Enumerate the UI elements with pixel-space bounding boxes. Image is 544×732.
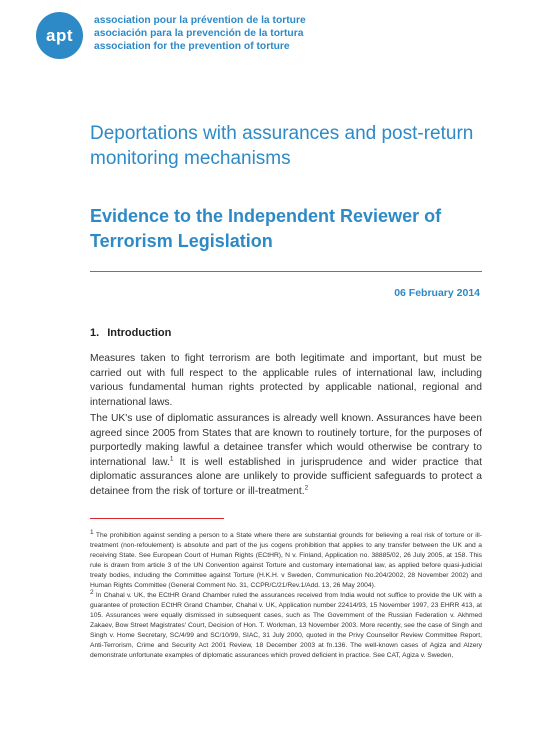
paragraph-2-text-b: It is well established in jurisprudence and wider practice that diplomatic assurances alone are unlikely to provide sufficient safeguards to protect a detainee from the risk of torture or ill-treatment. [90,456,482,497]
paragraph-2-text-a: The UK's use of diplomatic assurances is already well known. Assurances have been agreed since 2005 from States that are known to routinely torture, for the purposes of purportedly making lawful a detainee transfer which would otherwise be contrary to international law. [90,413,482,468]
footnote-2 [90,588,482,661]
document-subtitle: Evidence to the Independent Reviewer of Terrorism Legislation [90,206,442,251]
paragraph-1: Measures taken to fight terrorism are both legitimate and important, but must be carried out with full respect to the applicable rules of international law, including various fundamental human rights protected by applicable national, regional and international laws. [90,353,482,408]
footnote-ref-2[interactable]: 2 [304,484,309,492]
title-divider [90,271,482,272]
footnotes [90,528,482,661]
section-heading [90,327,171,339]
footnote-ref-1[interactable]: 1 [169,455,174,463]
footnote-number: 1 [90,528,94,536]
org-name-french: association pour la prévention de la torture [94,15,306,26]
section-title: Introduction [107,327,172,339]
footnote-1 [90,528,482,591]
org-name-english: association for the prevention of torture [94,41,290,52]
org-name-spanish: asociación para la prevención de la tortura [94,28,304,39]
document-date: 06 February 2014 [394,287,480,299]
paragraph-2 [90,412,482,499]
document-title: Deportations with assurances and post-return monitoring mechanisms [90,123,474,169]
footnote-separator [90,518,224,519]
footnote-number: 2 [90,588,94,596]
logo-text: apt [46,25,73,45]
organization-names [94,14,306,53]
footnote-text: The prohibition against sending a person to a State where there are substantial grounds for believing a real risk of torture or ill-treatment (non-refoulement) is absolute and part of the jus cogens prohibition that applies to any transfer between the UK and a receiving State. See European Court of Human Rights (ECtHR), N v. Finland, Application no. 38885/02, 26 July 2005, at 158. This rule is drawn from article 3 of the UN Convention against Torture and customary international law, as applied before quasi-judicial treaty bodies, including the Committee against Torture (H.K.H. v Sweden, Communication No.204/2002, 28 November 2002) and Human Rights Committee (General Comment No. 31, CCPR/C/21/Rev.1/Add. 13, 26 May 2004). [90,532,482,589]
footnote-text: In Chahal v. UK, the ECtHR Grand Chamber ruled the assurances received from India would not suffice to provide the UK with a guarantee of protection ECtHR Grand Chamber, Chahal v. UK, Application number 22414/93, 15 November 1997, 23 EHRR 413, at 105. Assurances were equally dismissed in subsequent cases, such as The Government of the Russian Federation v. Akhmed Zakaev, Bow Street Magistrates' Court, Decision of Hon. T. Workman, 13 November 2003. More recently, see the case of Singh and Singh v. Home Secretary, SC/4/99 and SC/10/99, SIAC, 31 July 2000, quoted in the Privy Counsellor Review Committee Report, Anti-Terrorism, Crime and Security Act 2001 Review, 18 December 2003 at fn.136. The well-known cases of Agiza and Alzery demonstrate unfortunate examples of diplomatic assurances which proved deficient in practice. See CAT, Agiza v. Sweden, [90,592,482,659]
section-number: 1. [90,327,100,339]
apt-logo [36,12,83,59]
